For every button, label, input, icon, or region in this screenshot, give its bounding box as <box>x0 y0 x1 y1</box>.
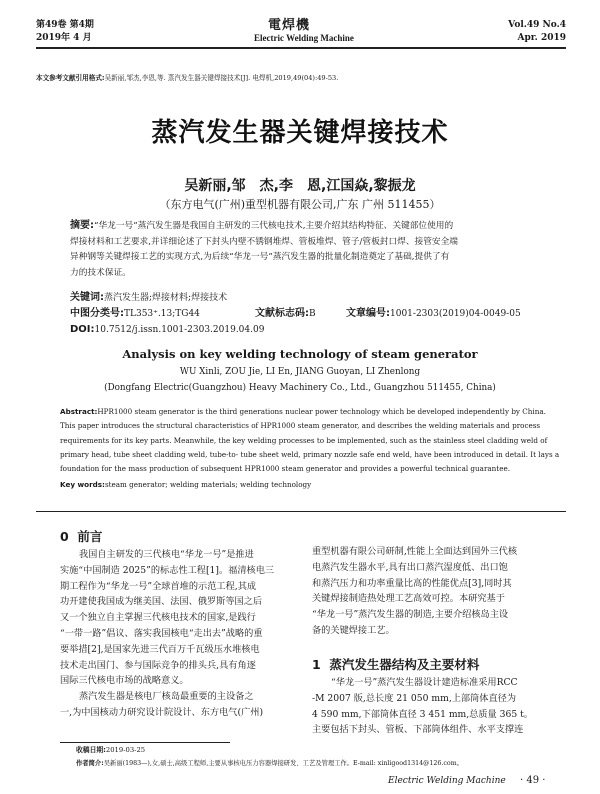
classification-row <box>70 306 200 322</box>
volume-issue-cn: 第49卷 第4期 <box>36 20 94 30</box>
keywords-cn-text: 蒸汽发生器;焊接材料;焊接技术 <box>104 293 228 303</box>
body-line: 一,为中国核动力研究设计院设计、东方电气(广州) <box>60 706 264 718</box>
abstract-en-label: Abstract: <box>60 407 98 416</box>
section-0-title: 前言 <box>77 529 103 544</box>
body-line: 功开建使我国成为继美国、法国、俄罗斯等国之后 <box>60 596 263 608</box>
citation <box>36 74 566 83</box>
affiliation-en: (Dongfang Electric(Guangzhou) Heavy Machinery Co., Ltd., Guangzhou 511455, China) <box>104 383 496 393</box>
keywords-en-text: steam generator; welding materials; welding technology <box>104 480 312 489</box>
body-line: 又一个独立自主掌握三代核电技术的国家,是践行 <box>60 612 256 624</box>
doc-code-label: 文献标志码: <box>255 308 309 319</box>
abstract-cn-line: 力的技术保证。 <box>70 267 131 278</box>
body-line: “一带一路”倡议、落实我国核电“走出去”战略的重 <box>60 627 263 639</box>
body-line: -M 2007 版,总长度 21 050 mm,上部筒体直径为 <box>312 692 517 704</box>
doc-code <box>255 306 316 322</box>
footnote-rule <box>60 742 230 743</box>
author-bio-label: 作者简介: <box>76 760 104 767</box>
date-cn: 2019年 4 月 <box>36 33 92 43</box>
affiliation-cn: （东方电气(广州)重型机器有限公司,广东 广州 511455） <box>159 198 441 211</box>
abstract-en <box>60 405 560 476</box>
doc-code-value: B <box>309 309 316 319</box>
body-line: 备的关键焊接工艺。 <box>312 624 395 636</box>
article-number-value: 1001-2303(2019)04-0049-05 <box>390 309 521 319</box>
section-1-heading <box>312 655 479 673</box>
received-label: 收稿日期: <box>76 746 106 754</box>
footer-journal: Electric Welding Machine <box>388 776 506 786</box>
section-1-body <box>312 675 550 738</box>
keywords-cn-label: 关键词: <box>70 292 104 303</box>
body-line: 电蒸汽发生器水平,具有出口蒸汽湿度低、出口饱 <box>312 561 508 573</box>
author-bio-value: 吴新丽(1983—),女,硕士,高级工程师,主要从事核电压力容器焊接研发、工艺及管理工作。E-mail: xinligood1314@126.com。 <box>103 760 463 767</box>
abstract-en-line: foundation for the mass production of subsequent HPR1000 steam generator and provides a powerful technical guarantee. <box>60 464 510 474</box>
clc-label: 中图分类号: <box>70 308 124 319</box>
doi-value: 10.7512/j.issn.1001-2303.2019.04.09 <box>94 325 265 335</box>
body-line: 主要包括下封头、管板、下部筒体组件、水平支撑连 <box>312 724 524 736</box>
article-number <box>346 306 521 322</box>
abstract-en-line: Abstract:HPR1000 steam generator is the third generations nuclear power technology which be developed independently by China. <box>60 407 546 416</box>
article-number-label: 文章编号: <box>346 308 390 319</box>
abstract-en-line: primary head, tube sheet cladding weld, tube-to- tube sheet weld, primary nozzle safe end weld, have been introduced in detail. It lays a <box>60 449 560 459</box>
body-line: 实施“中国制造 2025”的标志性工程[1]。福清核电三 <box>60 564 275 576</box>
abstract-cn <box>70 218 540 281</box>
abstract-cn-line: 焊接材料和工艺要求,并详细论述了下封头内壁不锈钢堆焊、管板堆焊、管子/管板封口焊、接管安全端 <box>70 236 458 247</box>
keywords-cn <box>70 290 227 306</box>
section-1-title: 蒸汽发生器结构及主要材料 <box>329 657 480 672</box>
page-number: · 49 · <box>520 775 546 786</box>
authors-en: WU Xinli, ZOU Jie, LI En, JIANG Guoyan, LI Zhenlong <box>179 367 421 377</box>
right-column-intro <box>312 544 550 639</box>
body-line: 我国自主研发的三代核电“华龙一号”是推进 <box>79 549 254 560</box>
body-line: “华龙一号”蒸汽发生器设计建造标准采用RCC <box>331 677 518 688</box>
section-0-number: 0 <box>60 529 69 544</box>
body-line: 关键焊接制造热处理工艺高效可控。本研究基于 <box>312 593 505 605</box>
body-line: 期工程作为“华龙一号”全球首堆的示范工程,其成 <box>60 580 257 592</box>
body-line: 蒸汽发生器是核电厂核岛最重要的主设备之 <box>79 691 254 703</box>
abstract-cn-line: 摘要:“华龙一号”蒸汽发生器是我国自主研发的三代核电技术,主要介绍其结构特征、关键部位使用的 <box>70 220 454 231</box>
abstract-cn-line: 异种钢等关键焊接工艺的实现方式,为后续“华龙一号”蒸汽发生器的批量化制造奠定了基础,提供了有 <box>70 252 450 262</box>
body-line: 4 590 mm,下部筒体直径 3 451 mm,总质量 365 t。 <box>312 708 533 720</box>
body-line: 技术走出国门、参与国际竞争的排头兵,具有角逐 <box>60 659 256 671</box>
section-0-heading <box>60 527 102 545</box>
section-0-body <box>60 547 298 721</box>
section-rule <box>36 511 566 512</box>
journal-name-en: Electric Welding Machine <box>254 33 354 43</box>
doi <box>70 322 264 338</box>
body-line: 要举措[2],是国家先进三代百万千瓦级压水堆核电 <box>60 643 260 655</box>
keywords-en-label: Key words: <box>60 480 105 489</box>
paper-title-cn: 蒸汽发生器关键焊接技术 <box>151 118 449 148</box>
header-rule <box>36 47 566 49</box>
abstract-cn-label: 摘要: <box>70 220 94 231</box>
author-bio <box>76 757 463 770</box>
keywords-en <box>60 478 311 492</box>
body-line: 国际三代核电市场的战略意义。 <box>60 675 189 687</box>
citation-label: 本文参考文献引用格式: <box>36 74 105 82</box>
journal-logo-cn: 電焊機 <box>268 18 311 33</box>
body-line: 重型机器有限公司研制,性能上全面达到国外三代核 <box>312 546 518 557</box>
abstract-en-line: requirements for its key parts. Meanwhile, the key welding processes to be implemented, such as the stainless steel cladding weld of <box>60 435 548 445</box>
authors-cn: 吴新丽,邹 杰,李 恩,江国焱,黎振龙 <box>184 178 416 194</box>
received-date <box>76 744 145 757</box>
received-value: 2019-03-25 <box>105 746 146 754</box>
citation-text: 吴新丽,邹杰,李恩,等. 蒸汽发生器关键焊接技术[J]. 电焊机,2019,49(04):49-53. <box>104 74 339 82</box>
section-1-number: 1 <box>312 657 321 672</box>
doi-label: DOI: <box>70 324 95 335</box>
clc-value: TL353⁺.13;TG44 <box>124 309 200 319</box>
abstract-en-line: This paper introduces the structural characteristics of HPR1000 steam generator, and describes the welding materials and process <box>60 421 541 431</box>
body-line: 和蒸汽压力和功率重量比高的性能优点[3],同时其 <box>312 577 512 589</box>
volume-issue-en: Vol.49 No.4 <box>508 20 566 30</box>
paper-title-en: Analysis on key welding technology of steam generator <box>122 347 478 361</box>
body-line: “华龙一号”蒸汽发生器的制造,主要介绍核岛主设 <box>312 609 509 621</box>
date-en: Apr. 2019 <box>517 33 566 43</box>
